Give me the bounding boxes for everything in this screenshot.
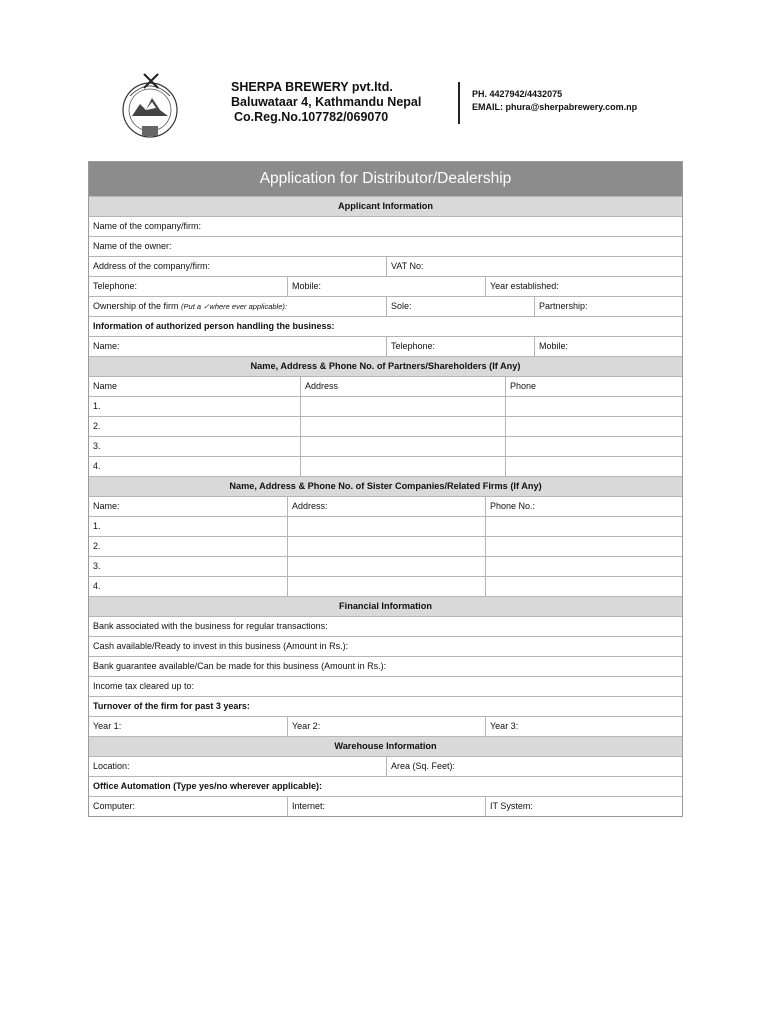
partners-col-name: Name — [93, 381, 118, 391]
sole-checkbox[interactable]: Sole: — [386, 297, 534, 316]
ownership-label: Ownership of the firm — [93, 301, 179, 311]
ownership-field — [89, 297, 386, 316]
computer-field[interactable]: Computer: — [93, 801, 136, 811]
application-form — [88, 161, 683, 817]
section-heading: Name, Address & Phone No. of Sister Companies/Related Firms (If Any) — [229, 481, 542, 491]
table-row[interactable] — [89, 436, 682, 456]
partner-address-cell[interactable] — [300, 437, 505, 456]
table-row[interactable] — [89, 396, 682, 416]
section-sister-companies — [89, 476, 682, 496]
bank-field[interactable]: Bank associated with the business for regular transactions: — [93, 621, 328, 631]
phone-number: PH. 4427942/4432075 — [472, 89, 563, 99]
owner-name-field[interactable]: Name of the owner: — [93, 241, 172, 251]
table-row[interactable] — [89, 456, 682, 476]
office-automation-heading: Office Automation (Type yes/no wherever applicable): — [93, 781, 323, 791]
company-info — [231, 80, 421, 125]
partner-address-cell[interactable] — [300, 457, 505, 476]
section-financial — [89, 596, 682, 616]
sister-col-address: Address: — [287, 497, 485, 516]
location-field[interactable]: Location: — [93, 761, 130, 771]
income-tax-field[interactable]: Income tax cleared up to: — [93, 681, 195, 691]
row-number: 4. — [93, 581, 101, 591]
sister-address-cell[interactable] — [287, 537, 485, 556]
ownership-note: (Put a ✓where ever applicable): — [181, 302, 287, 311]
year2-field[interactable]: Year 2: — [287, 717, 485, 736]
section-applicant — [89, 196, 682, 216]
partnership-checkbox[interactable]: Partnership: — [534, 297, 682, 316]
table-row[interactable] — [89, 416, 682, 436]
row-number: 3. — [93, 561, 101, 571]
auth-mobile-field[interactable]: Mobile: — [534, 337, 682, 356]
turnover-heading: Turnover of the firm for past 3 years: — [93, 701, 250, 711]
company-name: SHERPA BREWERY pvt.ltd. — [231, 80, 393, 94]
section-heading: Name, Address & Phone No. of Partners/Shareholders (If Any) — [250, 361, 521, 371]
section-partners — [89, 356, 682, 376]
company-reg-no: Co.Reg.No.107782/069070 — [234, 110, 389, 124]
row-number: 1. — [93, 401, 101, 411]
row-number: 3. — [93, 441, 101, 451]
row-number: 1. — [93, 521, 101, 531]
header-divider — [458, 82, 460, 124]
sister-col-name: Name: — [93, 501, 120, 511]
year-established-field[interactable]: Year established: — [485, 277, 682, 296]
authorized-person-heading: Information of authorized person handling the business: — [93, 321, 335, 331]
area-field[interactable]: Area (Sq. Feet): — [386, 757, 682, 776]
partner-phone-cell[interactable] — [505, 437, 682, 456]
company-address: Baluwataar 4, Kathmandu Nepal — [231, 95, 422, 109]
email-address: EMAIL: phura@sherpabrewery.com.np — [472, 102, 638, 112]
vat-field[interactable]: VAT No: — [386, 257, 682, 276]
sister-phone-cell[interactable] — [485, 557, 682, 576]
partner-phone-cell[interactable] — [505, 397, 682, 416]
auth-telephone-field[interactable]: Telephone: — [386, 337, 534, 356]
section-warehouse — [89, 736, 682, 756]
cash-field[interactable]: Cash available/Ready to invest in this business (Amount in Rs.): — [93, 641, 349, 651]
company-logo — [118, 66, 188, 150]
company-address-field[interactable]: Address of the company/firm: — [93, 261, 211, 271]
table-row[interactable] — [89, 556, 682, 576]
partners-col-phone: Phone — [505, 377, 682, 396]
row-number: 2. — [93, 541, 101, 551]
partner-phone-cell[interactable] — [505, 457, 682, 476]
partner-address-cell[interactable] — [300, 397, 505, 416]
year3-field[interactable]: Year 3: — [485, 717, 682, 736]
year1-field[interactable]: Year 1: — [93, 721, 122, 731]
it-system-field[interactable]: IT System: — [485, 797, 682, 816]
sister-address-cell[interactable] — [287, 517, 485, 536]
form-title: Application for Distributor/Dealership — [89, 162, 682, 196]
partners-col-address: Address — [300, 377, 505, 396]
mobile-field[interactable]: Mobile: — [287, 277, 485, 296]
company-name-field[interactable]: Name of the company/firm: — [93, 221, 202, 231]
sister-phone-cell[interactable] — [485, 537, 682, 556]
section-heading: Warehouse Information — [334, 741, 437, 751]
sister-phone-cell[interactable] — [485, 517, 682, 536]
section-heading: Applicant Information — [338, 201, 433, 211]
partner-address-cell[interactable] — [300, 417, 505, 436]
sister-address-cell[interactable] — [287, 577, 485, 596]
row-number: 4. — [93, 461, 101, 471]
sister-col-phone: Phone No.: — [485, 497, 682, 516]
guarantee-field[interactable]: Bank guarantee available/Can be made for this business (Amount in Rs.): — [93, 661, 387, 671]
sister-phone-cell[interactable] — [485, 577, 682, 596]
contact-info — [472, 88, 637, 114]
table-row[interactable] — [89, 576, 682, 596]
section-heading: Financial Information — [339, 601, 432, 611]
partner-phone-cell[interactable] — [505, 417, 682, 436]
row-number: 2. — [93, 421, 101, 431]
telephone-field[interactable]: Telephone: — [93, 281, 138, 291]
table-row[interactable] — [89, 536, 682, 556]
auth-name-field[interactable]: Name: — [93, 341, 120, 351]
sister-address-cell[interactable] — [287, 557, 485, 576]
internet-field[interactable]: Internet: — [287, 797, 485, 816]
table-row[interactable] — [89, 516, 682, 536]
